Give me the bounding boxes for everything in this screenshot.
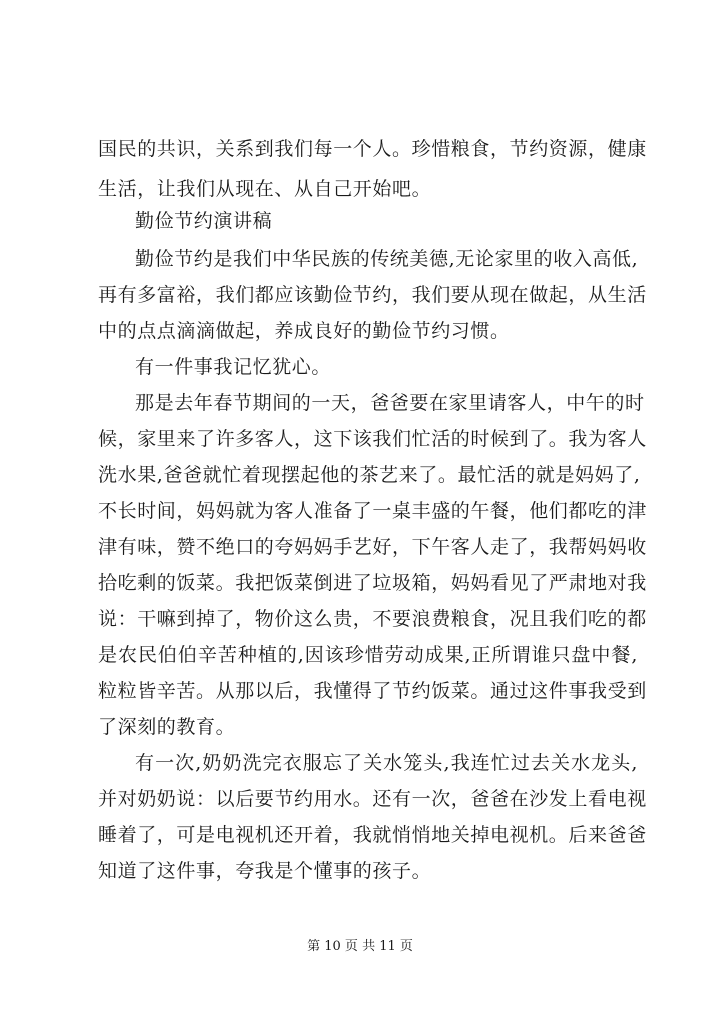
text-line: 中的点点滴滴做起，养成良好的勤俭节约习惯。 xyxy=(98,320,510,342)
text-line: 国民的共识，关系到我们每一个人。珍惜粮食，节约资源，健康 xyxy=(98,138,647,160)
text-line: 候，家里来了许多客人，这下该我们忙活的时候到了。我为客人 xyxy=(98,428,647,450)
text-line: 有一件事我记忆犹心。 xyxy=(135,356,332,378)
text-line: 勤俭节约是我们中华民族的传统美德,无论家里的收入高低, xyxy=(135,248,639,270)
text-line: 洗水果,爸爸就忙着现摆起他的茶艺来了。最忙活的就是妈妈了, xyxy=(98,464,641,486)
page-number: 第 10 页 共 11 页 xyxy=(307,939,413,954)
text-line: 津有味，赞不绝口的夸妈妈手艺好，下午客人走了，我帮妈妈收 xyxy=(98,536,647,558)
text-line: 了深刻的教育。 xyxy=(98,716,236,738)
text-line: 说：干嘛到掉了，物价这么贵，不要浪费粮食，况且我们吃的都 xyxy=(98,608,647,630)
text-line: 有一次,奶奶洗完衣服忘了关水笼头,我连忙过去关水龙头, xyxy=(135,752,638,774)
text-line: 再有多富裕，我们都应该勤俭节约，我们要从现在做起，从生活 xyxy=(98,284,647,306)
text-line: 是农民伯伯辛苦种植的,因该珍惜劳动成果,正所谓谁只盘中餐, xyxy=(98,644,638,666)
text-line: 睡着了，可是电视机还开着，我就悄悄地关掉电视机。后来爸爸 xyxy=(98,824,647,846)
text-line: 那是去年春节期间的一天，爸爸要在家里请客人，中午的时 xyxy=(135,392,645,414)
text-line: 拾吃剩的饭菜。我把饭菜倒进了垃圾箱，妈妈看见了严肃地对我 xyxy=(98,572,647,594)
text-line: 知道了这件事，夸我是个懂事的孩子。 xyxy=(98,860,432,882)
text-line: 粒粒皆辛苦。从那以后，我懂得了节约饭菜。通过这件事我受到 xyxy=(98,680,647,702)
text-line: 生活，让我们从现在、从自己开始吧。 xyxy=(98,178,432,200)
text-line: 不长时间，妈妈就为客人准备了一桌丰盛的午餐，他们都吃的津 xyxy=(98,500,647,522)
text-line: 并对奶奶说：以后要节约用水。还有一次，爸爸在沙发上看电视 xyxy=(98,788,647,810)
section-title: 勤俭节约演讲稿 xyxy=(135,210,273,232)
